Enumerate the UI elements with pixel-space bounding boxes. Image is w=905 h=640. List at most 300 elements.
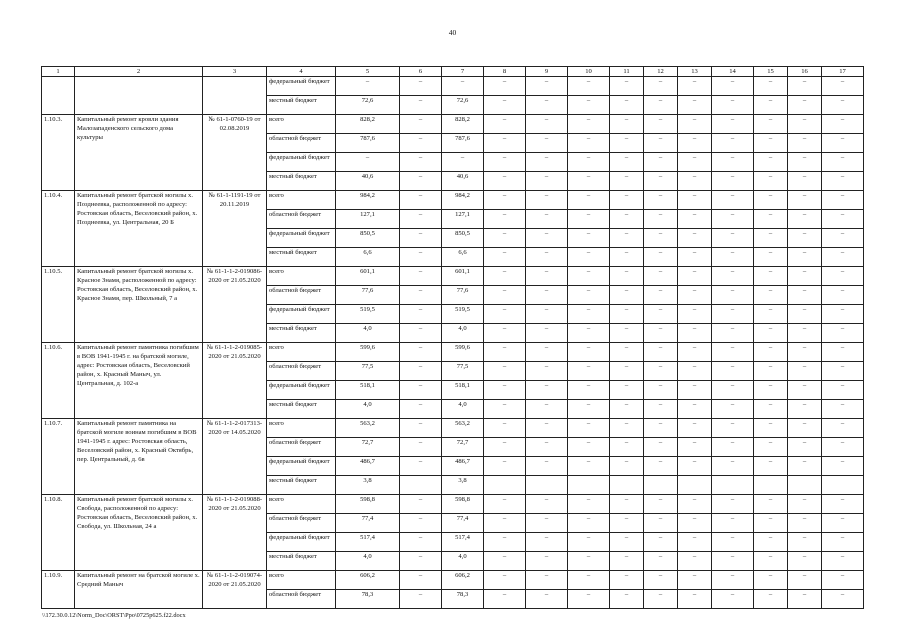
amount-cell: – [644, 210, 678, 229]
amount-cell: – [822, 457, 864, 476]
item-name: Капитальный ремонт кровли здания Малозападенского сельского дома культуры [75, 115, 203, 191]
amount-cell: – [610, 590, 644, 609]
amount-cell: – [400, 438, 442, 457]
amount-cell: – [568, 115, 610, 134]
amount-cell: 4,0 [336, 324, 400, 343]
amount-cell: – [822, 400, 864, 419]
amount-cell: – [610, 419, 644, 438]
amount-cell: – [484, 590, 526, 609]
amount-cell: – [644, 286, 678, 305]
amount-cell: 78,3 [442, 590, 484, 609]
amount-cell: 828,2 [336, 115, 400, 134]
amount-cell: – [678, 571, 712, 590]
item-name [75, 77, 203, 115]
amount-cell: – [712, 457, 754, 476]
amount-cell: 127,1 [336, 210, 400, 229]
amount-cell: – [712, 362, 754, 381]
amount-cell: – [400, 305, 442, 324]
funding-source: областной бюджет [267, 590, 336, 609]
amount-cell: – [568, 248, 610, 267]
table-body [42, 77, 864, 609]
amount-cell: – [568, 457, 610, 476]
column-header: 17 [822, 67, 864, 77]
amount-cell: 486,7 [336, 457, 400, 476]
amount-cell: – [754, 514, 788, 533]
amount-cell: – [568, 552, 610, 571]
amount-cell: – [568, 590, 610, 609]
amount-cell: – [678, 590, 712, 609]
amount-cell: – [788, 324, 822, 343]
amount-cell: – [754, 229, 788, 248]
amount-cell: – [568, 267, 610, 286]
item-code [42, 77, 75, 115]
amount-cell: – [526, 286, 568, 305]
amount-cell: 606,2 [442, 571, 484, 590]
funding-source: областной бюджет [267, 362, 336, 381]
funding-source: федеральный бюджет [267, 77, 336, 96]
amount-cell: – [568, 96, 610, 115]
amount-cell: 77,6 [336, 286, 400, 305]
amount-cell: – [610, 153, 644, 172]
amount-cell: 787,6 [442, 134, 484, 153]
funding-source: всего [267, 267, 336, 286]
amount-cell: – [610, 172, 644, 191]
funding-source: местный бюджет [267, 552, 336, 571]
amount-cell: – [526, 134, 568, 153]
amount-cell: 601,1 [336, 267, 400, 286]
amount-cell: – [400, 362, 442, 381]
amount-cell: – [678, 96, 712, 115]
funding-source: местный бюджет [267, 476, 336, 495]
amount-cell: – [822, 571, 864, 590]
amount-cell: – [400, 96, 442, 115]
amount-cell: 828,2 [442, 115, 484, 134]
funding-source: федеральный бюджет [267, 153, 336, 172]
amount-cell: – [788, 191, 822, 210]
amount-cell: – [712, 419, 754, 438]
amount-cell: – [754, 495, 788, 514]
funding-source: областной бюджет [267, 438, 336, 457]
amount-cell: – [400, 495, 442, 514]
amount-cell: – [526, 77, 568, 96]
amount-cell: – [754, 400, 788, 419]
amount-cell: – [754, 381, 788, 400]
amount-cell: – [678, 362, 712, 381]
amount-cell: – [822, 552, 864, 571]
amount-cell: – [610, 286, 644, 305]
amount-cell: – [712, 134, 754, 153]
amount-cell: – [822, 172, 864, 191]
amount-cell: 519,5 [336, 305, 400, 324]
amount-cell: – [526, 400, 568, 419]
amount-cell: – [610, 210, 644, 229]
amount-cell: 72,7 [336, 438, 400, 457]
funding-source: федеральный бюджет [267, 457, 336, 476]
column-header: 15 [754, 67, 788, 77]
amount-cell: – [644, 438, 678, 457]
amount-cell: – [484, 115, 526, 134]
funding-source: всего [267, 419, 336, 438]
amount-cell: – [788, 96, 822, 115]
amount-cell: – [526, 362, 568, 381]
amount-cell: – [610, 229, 644, 248]
amount-cell: – [400, 590, 442, 609]
amount-cell: 787,6 [336, 134, 400, 153]
funding-source: федеральный бюджет [267, 229, 336, 248]
budget-table [41, 66, 864, 609]
amount-cell: 3,8 [442, 476, 484, 495]
amount-cell: – [788, 248, 822, 267]
amount-cell: – [822, 248, 864, 267]
amount-cell [644, 476, 678, 495]
amount-cell: – [822, 438, 864, 457]
amount-cell: – [754, 172, 788, 191]
amount-cell [754, 476, 788, 495]
amount-cell: – [822, 343, 864, 362]
amount-cell: – [484, 153, 526, 172]
amount-cell: – [610, 514, 644, 533]
amount-cell: 77,5 [336, 362, 400, 381]
table-row [42, 267, 864, 286]
amount-cell: – [484, 381, 526, 400]
amount-cell: – [610, 267, 644, 286]
amount-cell [568, 476, 610, 495]
amount-cell: – [678, 134, 712, 153]
column-header: 12 [644, 67, 678, 77]
funding-source: местный бюджет [267, 324, 336, 343]
amount-cell: – [400, 286, 442, 305]
amount-cell: – [484, 229, 526, 248]
amount-cell: 72,6 [442, 96, 484, 115]
amount-cell: – [754, 552, 788, 571]
column-header: 2 [75, 67, 203, 77]
page-number: 40 [448, 28, 457, 37]
amount-cell: – [644, 495, 678, 514]
item-document: № 61-1-1-2-019086-2020 от 21.05.2020 [203, 267, 267, 343]
amount-cell: – [526, 590, 568, 609]
amount-cell: 486,7 [442, 457, 484, 476]
amount-cell: – [484, 571, 526, 590]
amount-cell: – [712, 533, 754, 552]
amount-cell: – [712, 77, 754, 96]
amount-cell: – [822, 77, 864, 96]
amount-cell: – [610, 571, 644, 590]
amount-cell: – [788, 533, 822, 552]
amount-cell: – [754, 248, 788, 267]
amount-cell: – [754, 590, 788, 609]
amount-cell: – [678, 343, 712, 362]
amount-cell: – [484, 419, 526, 438]
amount-cell: – [788, 590, 822, 609]
funding-source: местный бюджет [267, 172, 336, 191]
amount-cell: – [712, 495, 754, 514]
amount-cell: – [526, 571, 568, 590]
amount-cell: – [610, 134, 644, 153]
column-header: 14 [712, 67, 754, 77]
amount-cell: 4,0 [336, 552, 400, 571]
amount-cell: – [822, 229, 864, 248]
amount-cell: – [400, 248, 442, 267]
amount-cell: – [526, 305, 568, 324]
amount-cell: – [822, 153, 864, 172]
amount-cell: 6,6 [336, 248, 400, 267]
amount-cell: – [712, 115, 754, 134]
amount-cell: – [526, 343, 568, 362]
item-code: 1.10.5. [42, 267, 75, 343]
amount-cell: 517,4 [442, 533, 484, 552]
amount-cell: – [822, 381, 864, 400]
amount-cell: – [610, 115, 644, 134]
amount-cell: – [644, 77, 678, 96]
amount-cell: – [712, 381, 754, 400]
amount-cell: – [644, 305, 678, 324]
amount-cell: – [712, 514, 754, 533]
amount-cell: – [712, 267, 754, 286]
table-row [42, 419, 864, 438]
amount-cell: – [788, 134, 822, 153]
amount-cell: – [526, 495, 568, 514]
item-name: Капитальный ремонт памятника на братской могиле воинам погибшим в ВОВ 1941-1945 г. адрес: Ростовская область, Веселовский район, х. Красный Октябрь, пер. Центральный, д. 6в [75, 419, 203, 495]
amount-cell: – [678, 552, 712, 571]
amount-cell: – [484, 96, 526, 115]
amount-cell: 40,6 [442, 172, 484, 191]
amount-cell: – [678, 229, 712, 248]
amount-cell: – [400, 400, 442, 419]
amount-cell: – [484, 210, 526, 229]
amount-cell: – [610, 495, 644, 514]
amount-cell: – [644, 381, 678, 400]
amount-cell: – [678, 533, 712, 552]
amount-cell: – [678, 286, 712, 305]
amount-cell: – [822, 267, 864, 286]
amount-cell: – [484, 457, 526, 476]
amount-cell: – [754, 419, 788, 438]
item-name: Капитальный ремонт братской могилы х. Свобода, расположенной по адресу: Ростовская область, Веселовский район, х. Свобода, ул. Школьная, 24 а [75, 495, 203, 571]
amount-cell: – [484, 77, 526, 96]
amount-cell: – [610, 438, 644, 457]
amount-cell: – [484, 248, 526, 267]
amount-cell [822, 476, 864, 495]
amount-cell: – [644, 419, 678, 438]
amount-cell: – [400, 153, 442, 172]
item-document: № 61-1-0760-19 от 02.08.2019 [203, 115, 267, 191]
amount-cell: – [568, 210, 610, 229]
item-code: 1.10.8. [42, 495, 75, 571]
amount-cell: – [568, 343, 610, 362]
funding-source: местный бюджет [267, 96, 336, 115]
amount-cell: – [678, 400, 712, 419]
column-header: 10 [568, 67, 610, 77]
amount-cell: 518,1 [336, 381, 400, 400]
amount-cell: – [336, 153, 400, 172]
funding-source: всего [267, 571, 336, 590]
amount-cell: – [610, 381, 644, 400]
amount-cell: – [610, 552, 644, 571]
amount-cell: 598,8 [442, 495, 484, 514]
amount-cell: – [788, 286, 822, 305]
item-code: 1.10.3. [42, 115, 75, 191]
amount-cell: – [526, 210, 568, 229]
amount-cell: – [568, 305, 610, 324]
column-header: 1 [42, 67, 75, 77]
amount-cell: – [788, 115, 822, 134]
amount-cell: – [568, 286, 610, 305]
amount-cell: – [822, 362, 864, 381]
amount-cell: – [400, 514, 442, 533]
amount-cell: – [610, 362, 644, 381]
funding-source: областной бюджет [267, 286, 336, 305]
amount-cell: – [400, 324, 442, 343]
amount-cell: – [754, 533, 788, 552]
amount-cell: – [754, 115, 788, 134]
item-document: № 61-1-1-2-019074-2020 от 21.05.2020 [203, 571, 267, 609]
funding-source: всего [267, 343, 336, 362]
funding-source: местный бюджет [267, 248, 336, 267]
amount-cell: 3,8 [336, 476, 400, 495]
amount-cell: – [712, 96, 754, 115]
amount-cell: – [678, 191, 712, 210]
amount-cell: – [644, 248, 678, 267]
amount-cell: – [644, 400, 678, 419]
amount-cell: – [644, 514, 678, 533]
amount-cell: 72,6 [336, 96, 400, 115]
amount-cell: – [484, 134, 526, 153]
amount-cell: – [754, 286, 788, 305]
column-header: 13 [678, 67, 712, 77]
amount-cell: – [678, 305, 712, 324]
item-code: 1.10.9. [42, 571, 75, 609]
amount-cell: – [822, 115, 864, 134]
amount-cell [678, 476, 712, 495]
item-name: Капитальный ремонт на братской могиле х. Средний Маныч [75, 571, 203, 609]
amount-cell: – [712, 552, 754, 571]
amount-cell: – [644, 115, 678, 134]
amount-cell: – [644, 590, 678, 609]
amount-cell: 599,6 [442, 343, 484, 362]
amount-cell: – [754, 438, 788, 457]
item-document: № 61-1-1-2-019085-2020 от 21.05.2020 [203, 343, 267, 419]
amount-cell: – [644, 343, 678, 362]
column-header: 3 [203, 67, 267, 77]
amount-cell: – [644, 229, 678, 248]
amount-cell: – [610, 248, 644, 267]
amount-cell: – [400, 267, 442, 286]
amount-cell: – [754, 305, 788, 324]
table-row [42, 495, 864, 514]
amount-cell: – [484, 552, 526, 571]
amount-cell: – [610, 533, 644, 552]
amount-cell: 4,0 [442, 552, 484, 571]
column-header: 7 [442, 67, 484, 77]
column-header: 9 [526, 67, 568, 77]
amount-cell: – [568, 324, 610, 343]
amount-cell: – [822, 191, 864, 210]
amount-cell: – [754, 96, 788, 115]
amount-cell: – [678, 267, 712, 286]
amount-cell: – [484, 286, 526, 305]
amount-cell: – [788, 438, 822, 457]
amount-cell: – [712, 305, 754, 324]
amount-cell: – [644, 571, 678, 590]
item-document: № 61-1-1-2-019088-2020 от 21.05.2020 [203, 495, 267, 571]
amount-cell: – [678, 381, 712, 400]
table-row [42, 343, 864, 362]
amount-cell: – [644, 457, 678, 476]
item-name: Капитальный ремонт памятника погибшим в ВОВ 1941-1945 г. на братской могиле, адрес: Ростовская область, Веселовский район, х. Красный Маныч, ул. Центральная, д. 102-а [75, 343, 203, 419]
amount-cell: – [526, 229, 568, 248]
amount-cell: – [712, 172, 754, 191]
amount-cell: – [400, 381, 442, 400]
amount-cell: 4,0 [336, 400, 400, 419]
amount-cell: – [712, 438, 754, 457]
amount-cell: – [754, 343, 788, 362]
amount-cell: – [568, 400, 610, 419]
amount-cell: – [400, 210, 442, 229]
amount-cell: – [712, 286, 754, 305]
item-name: Капитальный ремонт братской могилы х. Красное Знамя, расположенной по адресу: Ростовская область, Веселовский район, х. Красное Знамя, пер. Школьный, 7 а [75, 267, 203, 343]
amount-cell: – [484, 533, 526, 552]
amount-cell: – [678, 210, 712, 229]
amount-cell: – [644, 134, 678, 153]
amount-cell: 984,2 [442, 191, 484, 210]
amount-cell: – [788, 552, 822, 571]
amount-cell: – [822, 305, 864, 324]
amount-cell: 6,6 [442, 248, 484, 267]
item-code: 1.10.6. [42, 343, 75, 419]
amount-cell: – [568, 419, 610, 438]
amount-cell [712, 476, 754, 495]
amount-cell: 77,4 [336, 514, 400, 533]
amount-cell: 850,5 [442, 229, 484, 248]
amount-cell: 601,1 [442, 267, 484, 286]
amount-cell: – [484, 400, 526, 419]
funding-source: федеральный бюджет [267, 305, 336, 324]
table-row [42, 77, 864, 96]
amount-cell: 78,3 [336, 590, 400, 609]
amount-cell: – [822, 134, 864, 153]
amount-cell: – [712, 229, 754, 248]
amount-cell: – [678, 172, 712, 191]
amount-cell: – [610, 77, 644, 96]
amount-cell: – [678, 248, 712, 267]
amount-cell: 40,6 [336, 172, 400, 191]
amount-cell: – [678, 514, 712, 533]
amount-cell: – [644, 362, 678, 381]
amount-cell: – [644, 267, 678, 286]
amount-cell: – [400, 343, 442, 362]
amount-cell: 563,2 [336, 419, 400, 438]
footer-file-path: \\172.30.0.12\Norm_Doc\ORST\Ppo\0725p625.f22.docx [42, 612, 186, 619]
item-document [203, 77, 267, 115]
amount-cell: – [788, 571, 822, 590]
amount-cell: – [610, 457, 644, 476]
amount-cell: – [788, 495, 822, 514]
amount-cell: – [526, 267, 568, 286]
amount-cell: – [568, 172, 610, 191]
amount-cell: – [400, 134, 442, 153]
table-row [42, 115, 864, 134]
column-header: 6 [400, 67, 442, 77]
amount-cell: – [400, 77, 442, 96]
amount-cell [484, 476, 526, 495]
amount-cell: – [442, 77, 484, 96]
amount-cell: – [644, 552, 678, 571]
amount-cell: – [788, 267, 822, 286]
amount-cell: – [568, 381, 610, 400]
amount-cell: 77,5 [442, 362, 484, 381]
amount-cell: 599,6 [336, 343, 400, 362]
amount-cell: – [568, 514, 610, 533]
